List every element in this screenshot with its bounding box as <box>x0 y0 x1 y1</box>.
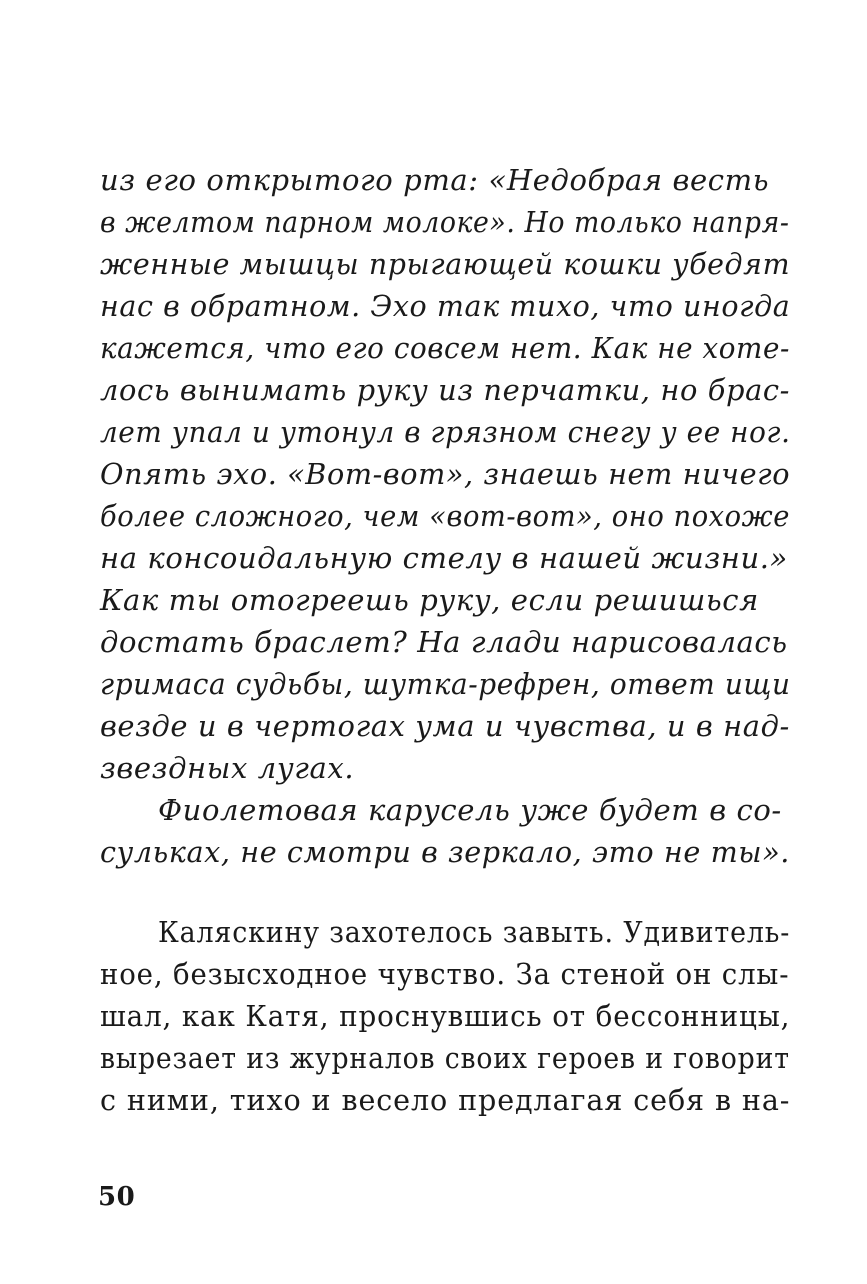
text-line: лось вынимать руку из перчатки, но брас- <box>100 373 791 407</box>
text-line: Как ты отогреешь руку, если решишься <box>100 583 759 617</box>
text-line: из его открытого рта: «Недобрая весть <box>100 163 770 197</box>
text-line: лет упал и утонул в грязном снегу у ее ног. <box>100 415 791 449</box>
text-line: на консоидальную стелу в нашей жизни.» <box>100 541 788 575</box>
text-line: кажется, что его совсем нет. Как не хоте- <box>100 331 790 365</box>
text-line: более сложного, чем «вот-вот», оно похоже <box>100 499 790 533</box>
text-line: гримаса судьбы, шутка-рефрен, ответ ищи <box>100 667 791 701</box>
text-line: шал, как Катя, проснувшись от бессонницы, <box>100 999 791 1033</box>
text-line: в желтом парном молоке». Но только напря- <box>100 205 790 239</box>
text-line: достать браслет? На глади нарисовалась <box>100 625 788 659</box>
text-line: Каляскину захотелось завыть. Удивитель- <box>158 915 791 949</box>
text-line: везде и в чертогах ума и чувства, и в над- <box>100 709 790 743</box>
text-line: Фиолетовая карусель уже будет в со- <box>158 793 782 827</box>
page-number: 50 <box>98 1182 136 1212</box>
text-line: нас в обратном. Эхо так тихо, что иногда <box>100 289 791 323</box>
text-line: вырезает из журналов своих героев и говорит <box>100 1041 790 1075</box>
text-line: звездных лугах. <box>100 751 355 785</box>
text-line: сульках, не смотри в зеркало, это не ты». <box>100 835 791 869</box>
text-line: Опять эхо. «Вот-вот», знаешь нет ничего <box>100 457 791 491</box>
text-line: женные мышцы прыгающей кошки убедят <box>100 247 791 281</box>
text-line: с ними, тихо и весело предлагая себя в на- <box>100 1083 791 1117</box>
text-line: ное, безысходное чувство. За стеной он слы- <box>100 957 790 991</box>
